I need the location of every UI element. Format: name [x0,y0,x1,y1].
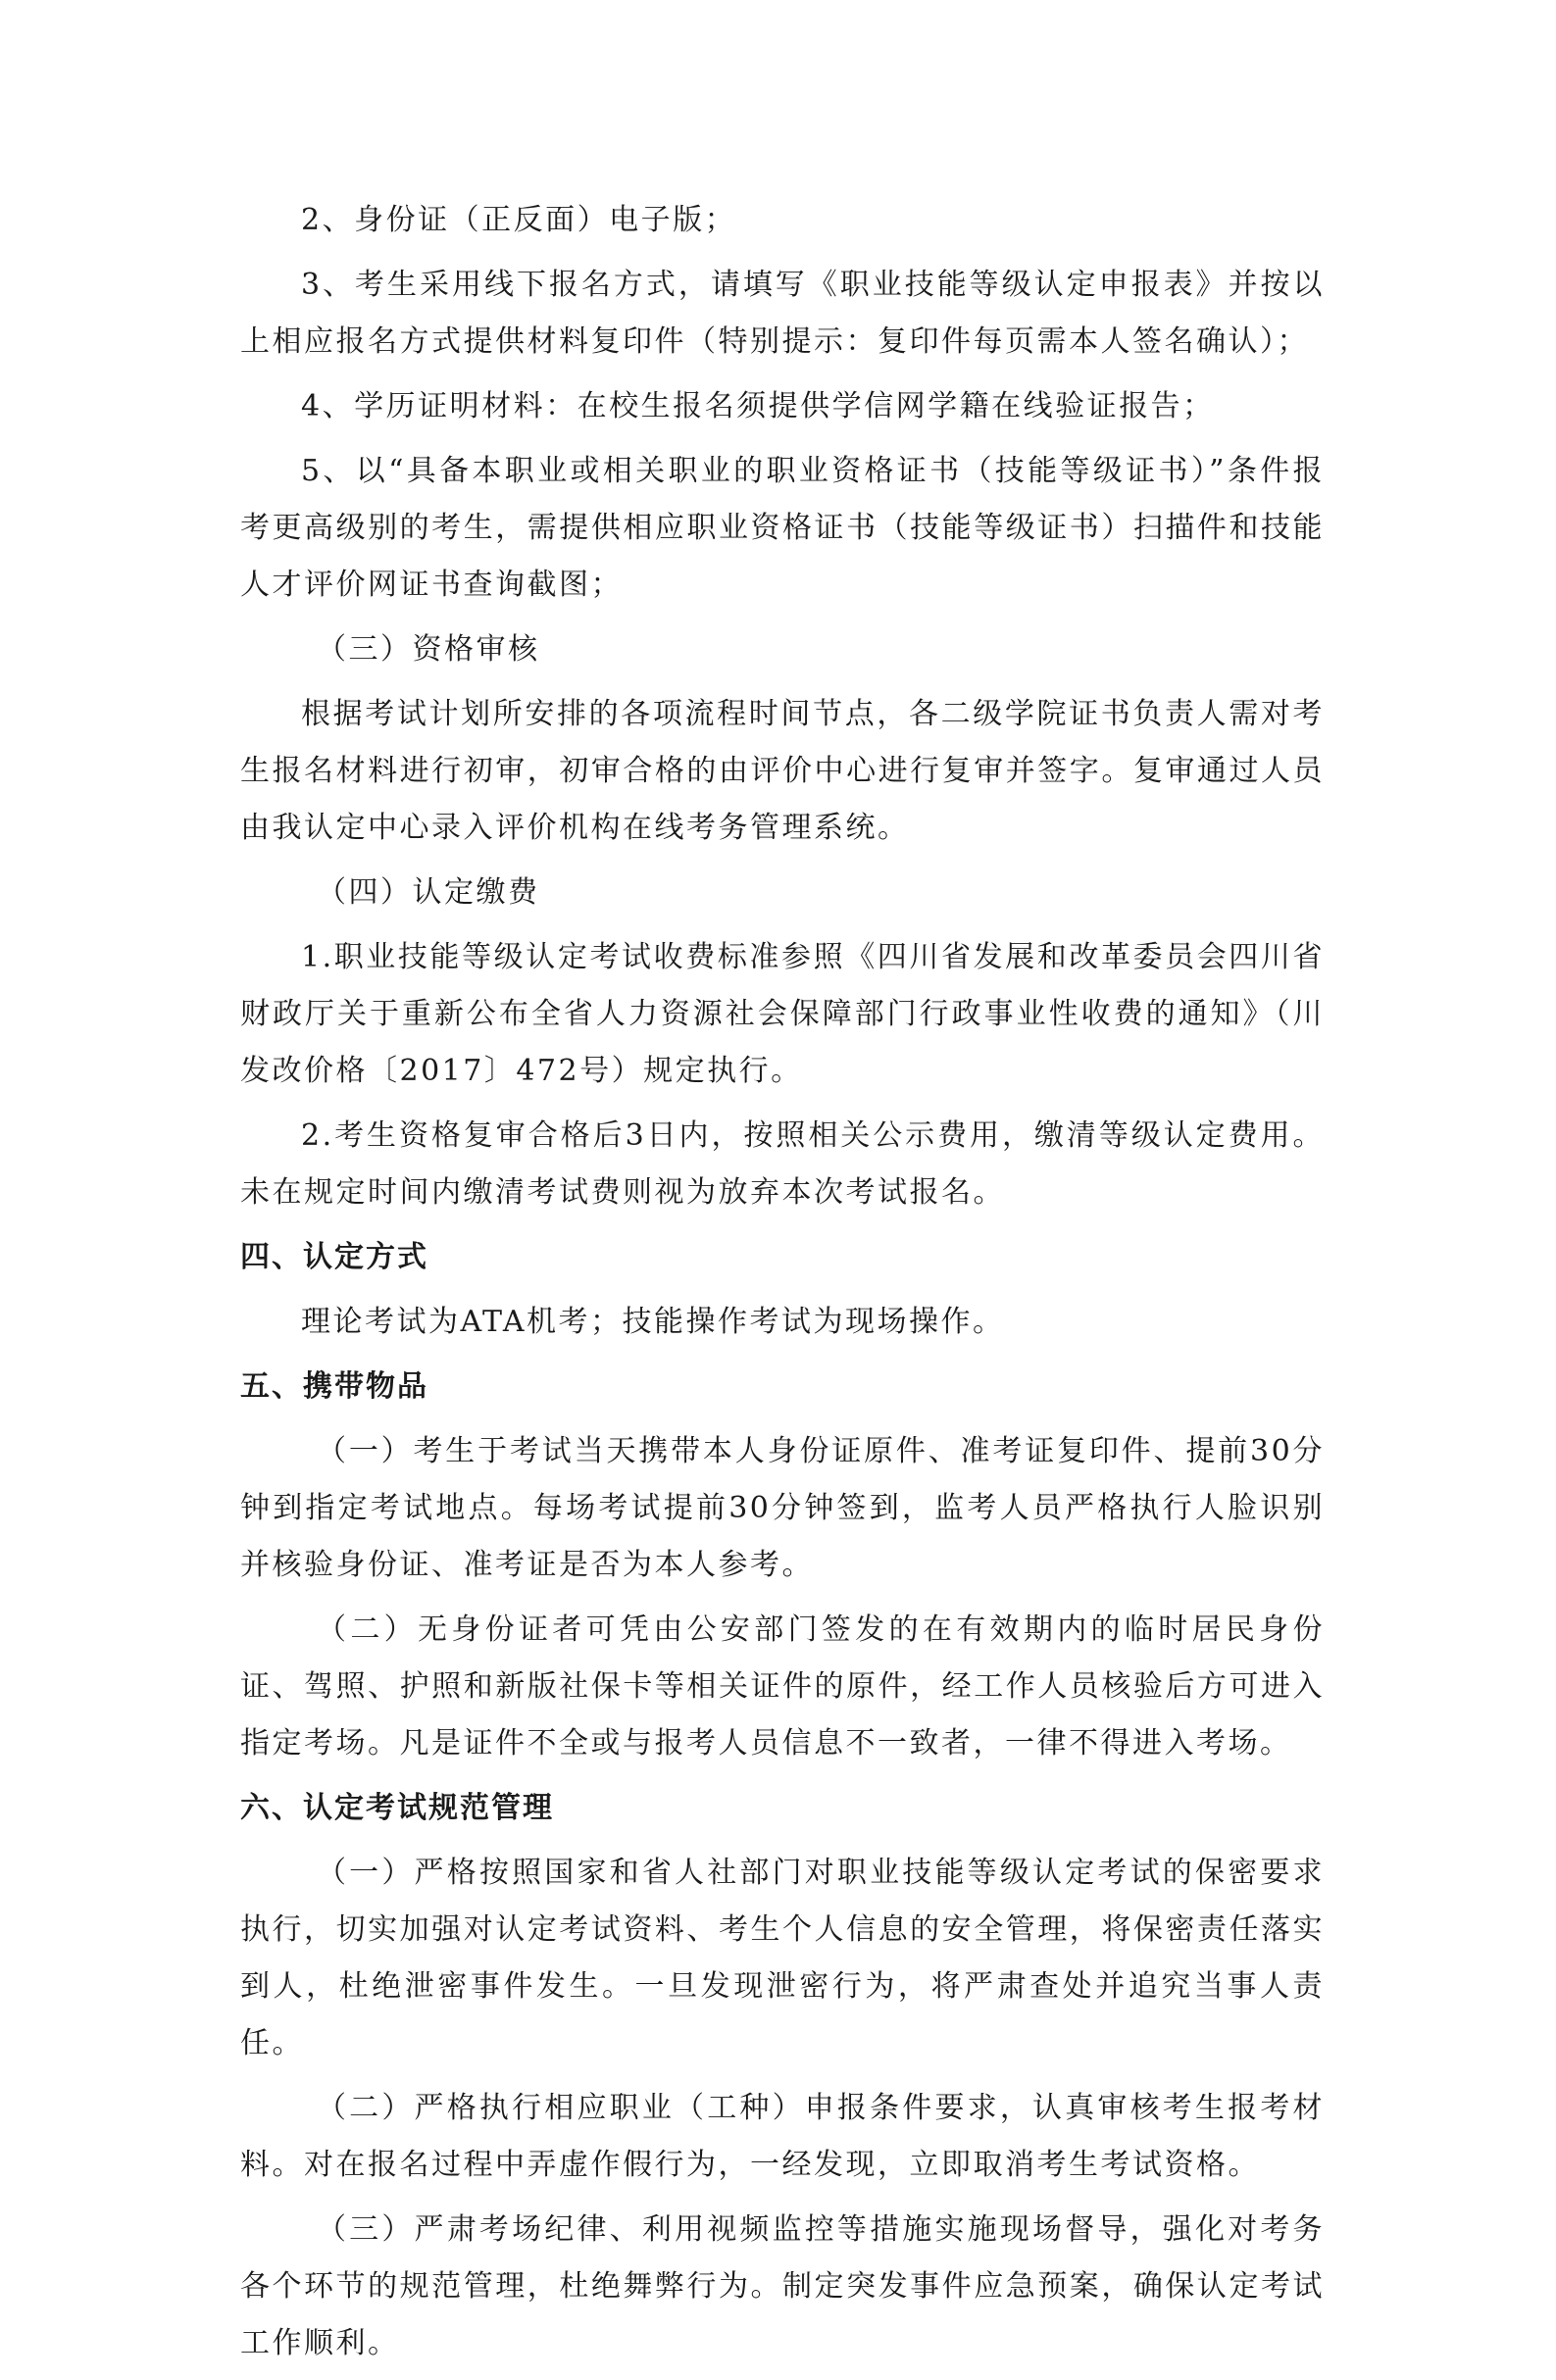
paragraph-assessment-method: 理论考试为ATA机考；技能操作考试为现场操作。 [301,1305,1005,1339]
paragraph-fee-standard: 1.职业技能等级认定考试收费标准参照《四川省发展和改革委员会四川省财政厅关于重新公布全省人力资源社会保障部门行政事业性收费的通知》（川发改价格〔2017〕472号）规定执行。 [240,940,1325,1088]
paragraph-exam-management-1: （一）严格按照国家和省人社部门对职业技能等级认定考试的保密要求执行，切实加强对认定考试资料、考生个人信息的安全管理，将保密责任落实到人，杜绝泄密事件发生。一旦发现泄密行为，将严肃查处并追究当事人责任。 [240,1856,1325,2060]
paragraph-certificate-requirement: 5、以“具备本职业或相关职业的职业资格证书（技能等级证书）”条件报考更高级别的考生，需提供相应职业资格证书（技能等级证书）扫描件和技能人才评价网证书查询截图； [240,454,1325,602]
paragraph-exam-management-2: （二）严格执行相应职业（工种）申报条件要求，认真审核考生报考材料。对在报名过程中弄虚作假行为，一经发现，立即取消考生考试资格。 [240,2091,1325,2182]
paragraph-qualification-review: 根据考试计划所安排的各项流程时间节点，各二级学院证书负责人需对考生报名材料进行初审，初审合格的由评价中心进行复审并签字。复审通过人员由我认定中心录入评价机构在线考务管理系统。 [240,697,1325,845]
subheading-qualification-review: （三）资格审核 [317,632,540,667]
subheading-fee-payment: （四）认定缴费 [317,875,540,910]
document-body [240,192,1325,2380]
paragraph-education-proof: 4、学历证明材料：在校生报名须提供学信网学籍在线验证报告； [301,389,1215,423]
section-heading-exam-management: 六、认定考试规范管理 [240,1791,554,1825]
paragraph-items-to-bring-2: （二）无身份证者可凭由公安部门签发的在有效期内的临时居民身份证、驾照、护照和新版社保卡等相关证件的原件，经工作人员核验后方可进入指定考场。凡是证件不全或与报考人员信息不一致者，一律不得进入考场。 [240,1612,1325,1760]
paragraph-offline-registration: 3、考生采用线下报名方式，请填写《职业技能等级认定申报表》并按以上相应报名方式提供材料复印件（特别提示：复印件每页需本人签名确认）； [240,268,1325,359]
paragraph-id-card: 2、身份证（正反面）电子版； [301,203,737,237]
paragraph-items-to-bring-1: （一）考生于考试当天携带本人身份证原件、准考证复印件、提前30分钟到指定考试地点。每场考试提前30分钟签到，监考人员严格执行人脸识别并核验身份证、准考证是否为本人参考。 [240,1434,1325,1582]
section-heading-items-to-bring: 五、携带物品 [240,1369,428,1404]
paragraph-exam-management-3: （三）严肃考场纪律、利用视频监控等措施实施现场督导，强化对考务各个环节的规范管理，杜绝舞弊行为。制定突发事件应急预案，确保认定考试工作顺利。 [240,2212,1325,2360]
section-heading-assessment-method: 四、认定方式 [240,1240,428,1274]
paragraph-fee-deadline: 2.考生资格复审合格后3日内，按照相关公示费用，缴清等级认定费用。未在规定时间内缴清考试费则视为放弃本次考试报名。 [240,1118,1325,1210]
